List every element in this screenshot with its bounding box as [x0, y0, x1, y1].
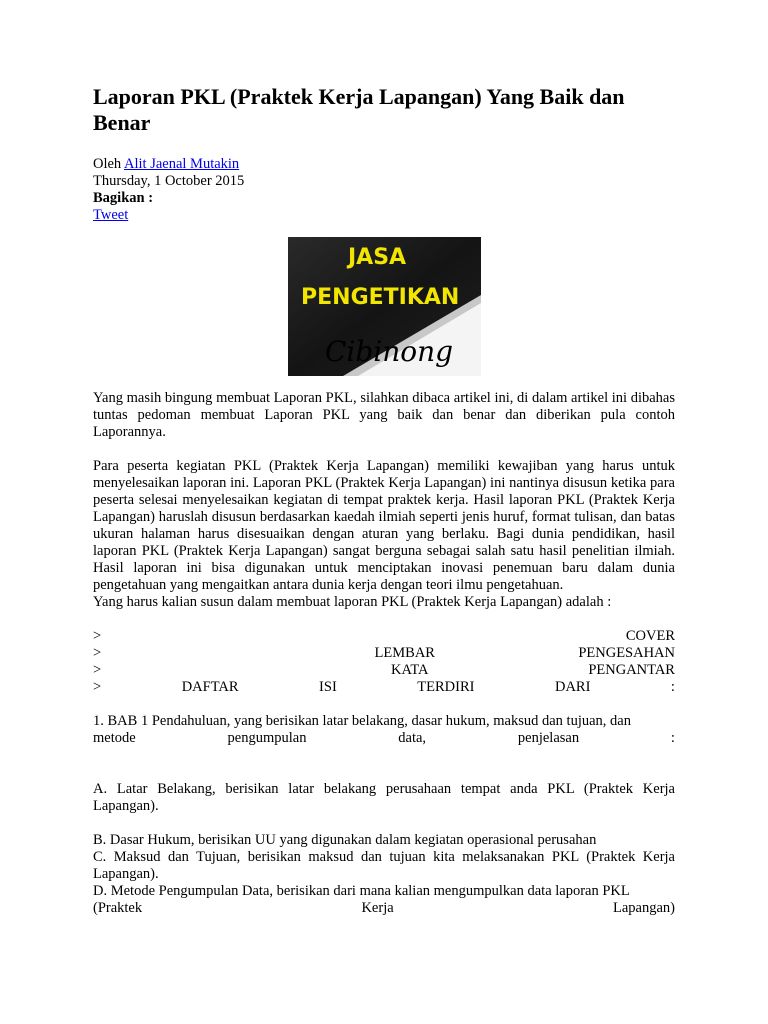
- article-meta: [93, 156, 675, 224]
- outline-item-cover: > COVER: [93, 628, 675, 644]
- tweet-link[interactable]: Tweet: [93, 207, 129, 223]
- section-b: B. Dasar Hukum, berisikan UU yang digunakan dalam kegiatan operasional perusahan: [93, 832, 597, 848]
- outline-list: [93, 628, 675, 696]
- document-page: [93, 84, 675, 917]
- banner-text-jasa: JASA: [348, 245, 407, 270]
- jasa-pengetikan-banner: [288, 237, 481, 376]
- author-link[interactable]: Alit Jaenal Mutakin: [124, 156, 240, 172]
- banner-text-pengetikan: PENGETIKAN: [301, 285, 460, 310]
- share-label: Bagikan :: [93, 190, 154, 206]
- article-title: Laporan PKL (Praktek Kerja Lapangan) Yang Baik dan Benar: [93, 84, 625, 135]
- publish-date: Thursday, 1 October 2015: [93, 173, 245, 189]
- bab1-line1: 1. BAB 1 Pendahuluan, yang berisikan latar belakang, dasar hukum, maksud dan tujuan, dan: [93, 713, 631, 729]
- section-c: C. Maksud dan Tujuan, berisikan maksud dan tujuan kita melaksanakan PKL (Praktek Kerja Lapangan).: [93, 849, 675, 882]
- outline-item-kata-pengantar: > KATA PENGANTAR: [93, 662, 675, 678]
- section-d-line1: D. Metode Pengumpulan Data, berisikan dari mana kalian mengumpulkan data laporan PKL: [93, 883, 630, 899]
- paragraph-list-intro: Yang harus kalian susun dalam membuat laporan PKL (Praktek Kerja Lapangan) adalah :: [93, 594, 612, 610]
- byline: [93, 156, 675, 173]
- bab1-line2: metode pengumpulan data, penjelasan :: [93, 730, 675, 746]
- paragraph-intro: Yang masih bingung membuat Laporan PKL, silahkan dibaca artikel ini, di dalam artikel ini dibahas tuntas pedoman membuat Laporan PKL yang baik dan benar dan diberikan pula contoh Laporannya.: [93, 390, 675, 440]
- outline-item-daftar-isi: > DAFTAR ISI TERDIRI DARI :: [93, 679, 675, 695]
- paragraph-description: Para peserta kegiatan PKL (Praktek Kerja Lapangan) memiliki kewajiban yang harus untuk menyelesaikan laporan ini. Laporan PKL (Praktek Kerja Lapangan) ini nantinya disusun ketika para peserta selesai menyelesaikan kegiatan di tempat praktek kerja. Hasil laporan PKL (Praktek Kerja Lapangan) haruslah disusun berdasarkan kaedah ilmiah seperti jenis huruf, format tulisan, dan batas ukuran halaman harus disesuaikan dengan aturan yang berlaku. Bagi dunia pendidikan, hasil laporan PKL (Praktek Kerja Lapangan) sangat berguna sebagai salah satu hasil penelitian ilmiah. Hasil laporan ini bisa digunakan untuk menciptakan inovasi penemuan baru dalam dunia pengetahuan yang mengaitkan antara dunia kerja dengan teori ilmu pengetahuan.: [93, 458, 675, 593]
- banner-text-cibinong: Cibinong: [325, 335, 454, 368]
- outline-item-lembar-pengesahan: > LEMBAR PENGESAHAN: [93, 645, 675, 661]
- section-d-line2: (Praktek Kerja Lapangan): [93, 900, 675, 916]
- by-prefix: Oleh: [93, 156, 122, 172]
- section-a: A. Latar Belakang, berisikan latar belakang perusahaan tempat anda PKL (Praktek Kerja Lapangan).: [93, 781, 675, 814]
